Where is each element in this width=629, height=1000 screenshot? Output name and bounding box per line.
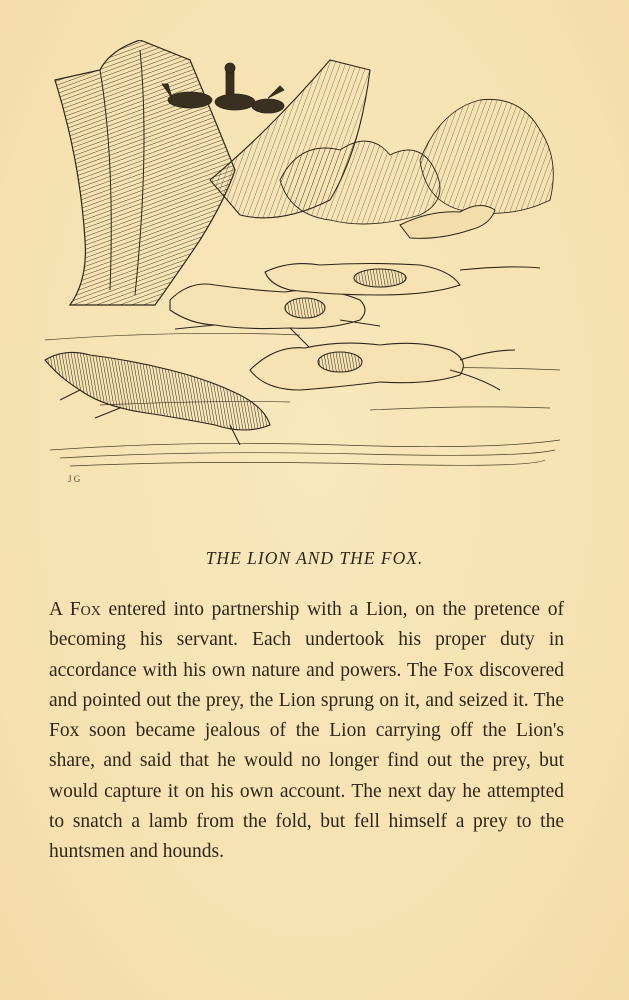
fox: [45, 352, 270, 445]
fable-body: entered into partnership with a Lion, on the pretence of becoming his servant. Each undertook his proper duty in accordance with his own nature and powers. The Fox discovered and pointed out the prey, the Lion sprung on it, and seized it. The Fox soon became jealous of the Lion carrying off the Lion's share, and said that he would no longer find out the prey, but would capture it on his own account. The next day he attempted to snatch a lamb from the fold, but fell himself a prey to the huntsmen and hounds.: [49, 599, 565, 863]
hound-lower: [250, 343, 515, 390]
hound-upper-rear: [265, 264, 540, 296]
tree-trunk-left: [55, 40, 235, 305]
engraving-illustration: [40, 40, 570, 495]
fable-text: [49, 595, 564, 868]
opening-letter: A: [49, 599, 63, 620]
opening-word: Fox: [69, 599, 101, 620]
fable-title: THE LION AND THE FOX.: [205, 548, 424, 568]
illustrator-signature: J G: [68, 474, 81, 484]
engraving-svg: [40, 40, 570, 495]
